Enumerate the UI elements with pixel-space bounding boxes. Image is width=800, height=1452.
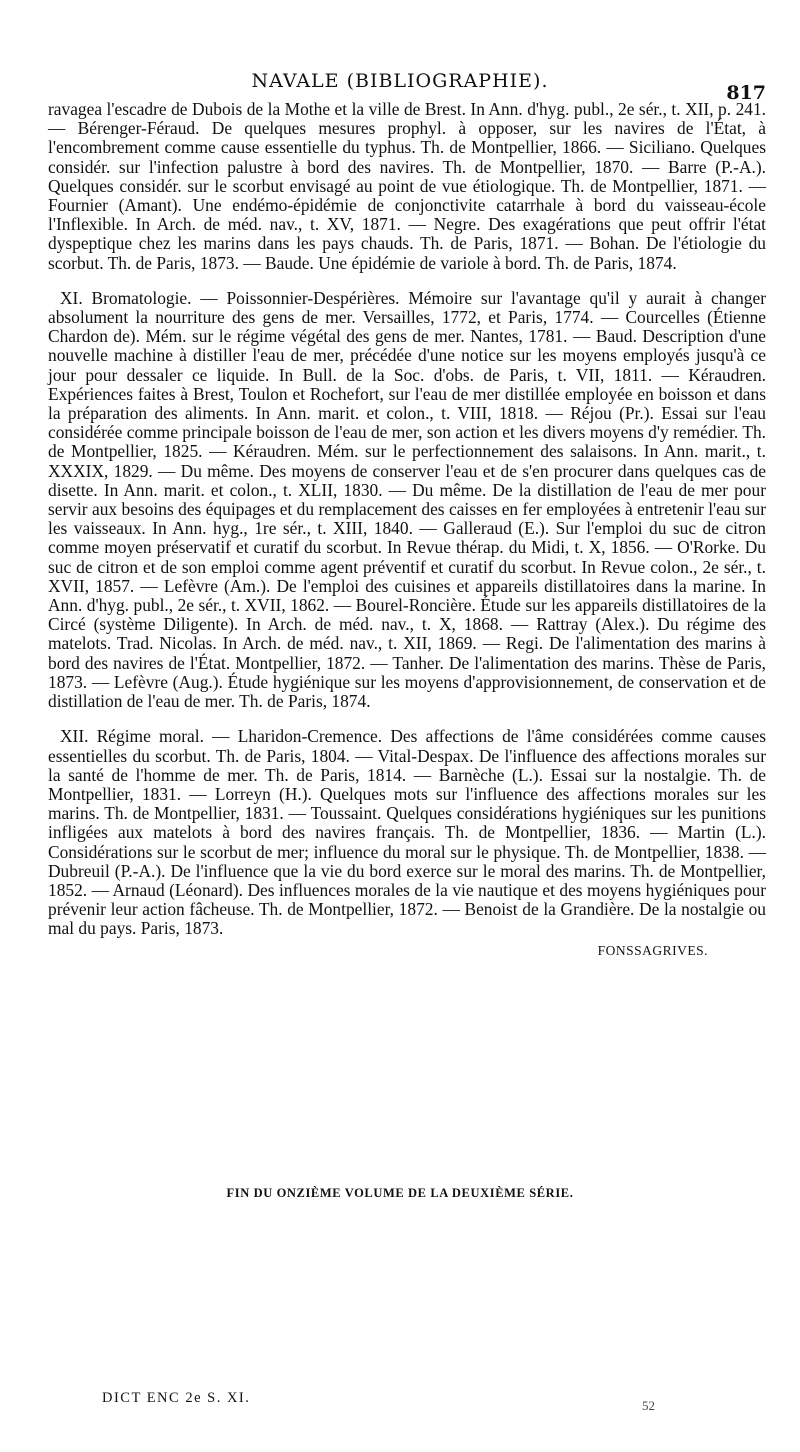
running-title: NAVALE (BIBLIOGRAPHIE). [251, 70, 549, 92]
volume-end-note: FIN DU ONZIÈME VOLUME DE LA DEUXIÈME SÉRIE. [226, 1186, 574, 1200]
section-regime-moral: XII. Régime moral. — Lharidon-Cremence. Des affections de l'âme considérées comme causes essentielles du scorbut. Th. de Paris, 1804. — Vital-Despax. De l'influence des affections morales sur la santé de l'homme de mer. Th. de Paris, 1814. — Barnèche (L.). Essai sur la nostalgie. Th. de Montpellier, 1831. — Lorreyn (H.). Quelques mots sur l'influence des affections morales sur les marins. Th. de Montpellier, 1831. — Toussaint. Quelques considérations hygiéniques sur les punitions infligées aux matelots à bord des navires français. Th. de Montpellier, 1836. — Martin (L.). Considérations sur le scorbut de mer; influence du moral sur le physique. Th. de Montpellier, 1838. — Dubreuil (P.-A.). De l'influence que la vie du bord exerce sur le moral des marins. Th. de Montpellier, 1852. — Arnaud (Léonard). Des influences morales de la vie nautique et des moyens hygiéniques pour prévenir leur action fâcheuse. Th. de Montpellier, 1872. — Benoist de la Grandière. De la nostalgie ou mal du pays. Paris, 1873. [48, 726, 766, 939]
paragraph-continuation: ravagea l'escadre de Dubois de la Mothe et la ville de Brest. In Ann. d'hyg. publ., 2e sér., t. XII, p. 241. — Bérenger-Féraud. De quelques mesures prophyl. à opposer, sur les navires de l'État, à l'encombrement comme cause essentielle du typhus. Th. de Montpellier, 1866. — Siciliano. Quelques considér. sur l'infection palustre à bord des navires. Th. de Montpellier, 1870. — Barre (P.-A.). Quelques considér. sur le scorbut envisagé au point de vue étiologique. Th. de Montpellier, 1871. — Fournier (Amant). Une endémo-épidémie de conjonctivite catarrhale à bord du vaisseau-école l'Inflexible. In Arch. de méd. nav., t. XV, 1871. — Negre. Des exagérations que peut offrir l'état dyspeptique chez les marins dans les pays chauds. Th. de Paris, 1871. — Bohan. De l'étiologie du scorbut. Th. de Paris, 1873. — Baude. Une épidémie de variole à bord. Th. de Paris, 1874. [48, 99, 766, 273]
page-number: 817 [726, 82, 766, 104]
author-signature: FONSSAGRIVES. [597, 942, 708, 958]
printer-signature-mark: DICT ENC 2e S. XI. [102, 1390, 251, 1406]
gathering-mark: 52 [642, 1398, 655, 1413]
section-bromatologie: XI. Bromatologie. — Poissonnier-Despérières. Mémoire sur l'avantage qu'il y aurait à changer absolument la nourriture des gens de mer. Versailles, 1772, et Paris, 1774. — Courcelles (Étienne Chardon de). Mém. sur le régime végétal des gens de mer. Nantes, 1781. — Baud. Description d'une nouvelle machine à distiller l'eau de mer, précédée d'une notice sur les moyens employés jusqu'à ce jour pour dessaler ce liquide. In Bull. de la Soc. d'obs. de Paris, t. VII, 1811. — Kéraudren. Expériences faites à Brest, Toulon et Rochefort, sur l'eau de mer distillée employée en boisson et dans la préparation des aliments. In Ann. marit. et colon., t. VIII, 1818. — Réjou (Pr.). Essai sur l'eau considérée comme principale boisson de l'eau de mer, son action et les divers moyens d'y remédier. Th. de Montpellier, 1825. — Kéraudren. Mém. sur le perfectionnement des salaisons. In Ann. marit., t. XXXIX, 1829. — Du même. Des moyens de conserver l'eau et de s'en procurer dans quelques cas de disette. In Ann. marit. et colon., t. XLII, 1830. — Du même. De la distillation de l'eau de mer pour servir aux besoins des équipages et du remplacement des caisses en fer employées à entretenir l'eau sur les vaisseaux. In Ann. hyg., 1re sér., t. XIII, 1840. — Galleraud (E.). Sur l'emploi du suc de citron comme moyen préservatif et curatif du scorbut. In Revue thérap. du Midi, t. X, 1856. — O'Rorke. Du suc de citron et de son emploi comme agent préventif et curatif du scorbut. In Revue colon., 2e sér., t. XVII, 1857. — Lefèvre (Am.). De l'emploi des cuisines et appareils distillatoires dans la marine. In Ann. d'hyg. publ., 2e sér., t. XVII, 1862. — Bourel-Roncière. Étude sur les appareils distillatoires de la Circé (système Diligente). In Arch. de méd. nav., t. X, 1868. — Rattray (Alex.). Du régime des matelots. Trad. Nicolas. In Arch. de méd. nav., t. XII, 1869. — Regi. De l'alimentation des marins à bord des navires de l'État. Montpellier, 1872. — Tanher. De l'alimentation des marins. Thèse de Paris, 1873. — Lefèvre (Aug.). Étude hygiénique sur les moyens d'approvisionnement, de conservation et de distillation de l'eau de mer. Th. de Paris, 1874. [48, 287, 766, 712]
bibliography-body [48, 100, 766, 960]
page-header [0, 70, 800, 104]
